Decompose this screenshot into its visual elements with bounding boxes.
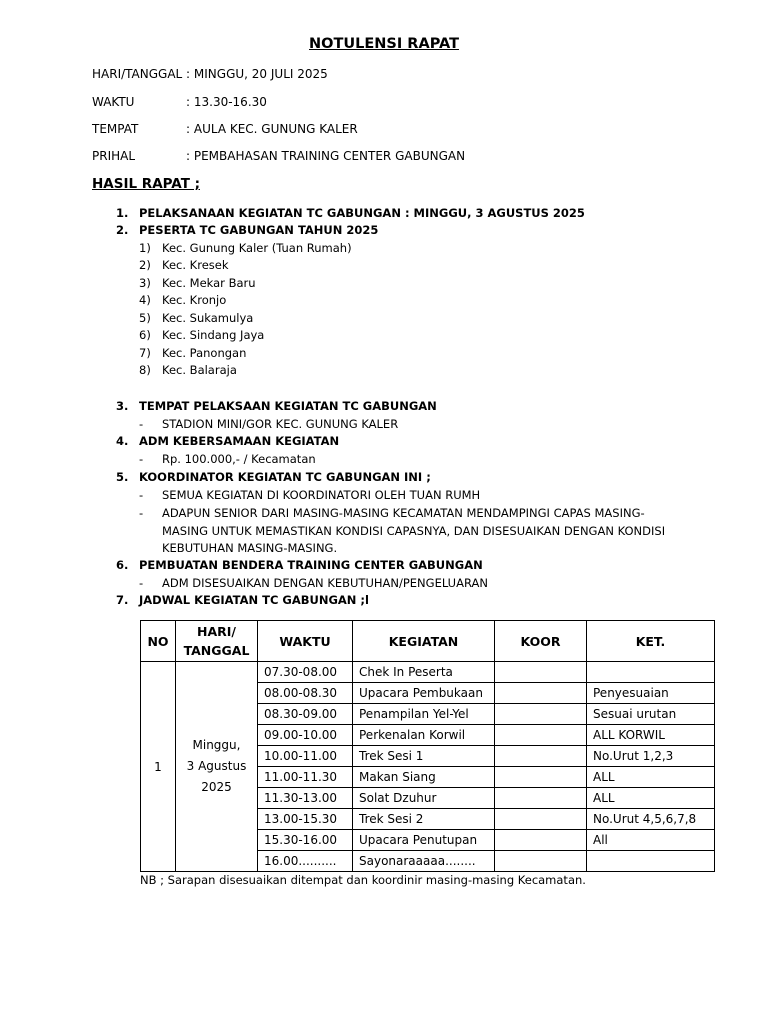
dash-item: STADION MINI/GOR KEC. GUNUNG KALER [162, 417, 399, 431]
cell-notes [587, 662, 715, 683]
header-coordinator: KOOR [495, 621, 587, 662]
cell-coordinator [495, 788, 587, 809]
meta-row-time [92, 95, 267, 109]
cell-activity: Upacara Penutupan [353, 830, 495, 851]
cell-activity: Perkenalan Korwil [353, 725, 495, 746]
table-row [141, 662, 715, 683]
cell-coordinator [495, 746, 587, 767]
sub-number: 8) [139, 363, 151, 377]
sub-number: 7) [139, 346, 151, 360]
cell-time: 11.30-13.00 [258, 788, 353, 809]
dash-item: SEMUA KEGIATAN DI KOORDINATORI OLEH TUAN RUMH [162, 488, 481, 502]
cell-coordinator [495, 809, 587, 830]
sub-number: 1) [139, 241, 151, 255]
cell-time: 11.00-11.30 [258, 767, 353, 788]
participant-item: Kec. Panongan [162, 346, 247, 360]
cell-coordinator [495, 830, 587, 851]
meta-row-date [92, 67, 328, 81]
item-heading: TEMPAT PELAKSAAN KEGIATAN TC GABUNGAN [139, 399, 437, 413]
cell-coordinator [495, 767, 587, 788]
participant-item: Kec. Balaraja [162, 363, 237, 377]
header-activity: KEGIATAN [353, 621, 495, 662]
document-title: NOTULENSI RAPAT [309, 36, 459, 52]
dash-bullet: - [139, 417, 144, 431]
cell-notes: Penyesuaian [587, 683, 715, 704]
dash-item: ADM DISESUAIKAN DENGAN KEBUTUHAN/PENGELUARAN [162, 576, 488, 590]
cell-activity: Solat Dzuhur [353, 788, 495, 809]
cell-activity: Chek In Peserta [353, 662, 495, 683]
header-time: WAKTU [258, 621, 353, 662]
cell-activity: Sayonaraaaaa........ [353, 851, 495, 872]
cell-time: 08.00-08.30 [258, 683, 353, 704]
item-heading: JADWAL KEGIATAN TC GABUNGAN ;l [139, 593, 369, 607]
participant-item: Kec. Sindang Jaya [162, 328, 265, 342]
cell-time: 15.30-16.00 [258, 830, 353, 851]
cell-notes: Sesuai urutan [587, 704, 715, 725]
cell-notes: ALL [587, 767, 715, 788]
cell-time: 08.30-09.00 [258, 704, 353, 725]
header-no: NO [141, 621, 176, 662]
cell-time: 09.00-10.00 [258, 725, 353, 746]
cell-activity: Trek Sesi 2 [353, 809, 495, 830]
meta-value: 13.30-16.30 [193, 95, 267, 109]
cell-activity: Makan Siang [353, 767, 495, 788]
meta-row-subject [92, 149, 465, 163]
cell-coordinator [495, 725, 587, 746]
meta-row-place [92, 122, 358, 136]
results-heading: HASIL RAPAT ; [92, 176, 200, 192]
participant-item: Kec. Kresek [162, 258, 229, 272]
participant-item: Kec. Sukamulya [162, 311, 254, 325]
table-header-row [141, 621, 715, 662]
cell-time: 16.00.......... [258, 851, 353, 872]
cell-coordinator [495, 851, 587, 872]
cell-activity: Trek Sesi 1 [353, 746, 495, 767]
cell-notes: No.Urut 1,2,3 [587, 746, 715, 767]
item-number: 1. [116, 206, 129, 220]
cell-time: 07.30-08.00 [258, 662, 353, 683]
header-notes: KET. [587, 621, 715, 662]
cell-notes [587, 851, 715, 872]
cell-activity: Penampilan Yel-Yel [353, 704, 495, 725]
dash-item: Rp. 100.000,- / Kecamatan [162, 452, 316, 466]
footnote: NB ; Sarapan disesuaikan ditempat dan koordinir masing-masing Kecamatan. [140, 873, 586, 887]
meta-sep: : [186, 95, 194, 109]
cell-coordinator [495, 662, 587, 683]
dash-item: ADAPUN SENIOR DARI MASING-MASING KECAMATAN MENDAMPINGI CAPAS MASING-MASING UNTUK MEMASTIKAN KONDISI CAPASNYA, DAN DISESUAIKAN DENGAN KONDISI KEBUTUHAN MASING-MASING. [162, 506, 666, 555]
cell-coordinator [495, 683, 587, 704]
dash-bullet: - [139, 488, 144, 502]
item-number: 7. [116, 593, 129, 607]
item-number: 5. [116, 470, 129, 484]
item-number: 6. [116, 558, 129, 572]
meta-sep: : [186, 149, 194, 163]
item-number: 4. [116, 434, 129, 448]
meta-value: MINGGU, 20 JULI 2025 [193, 67, 328, 81]
item-number: 3. [116, 399, 129, 413]
item-number: 2. [116, 223, 129, 237]
meta-sep: : [182, 67, 194, 81]
meta-value: AULA KEC. GUNUNG KALER [193, 122, 358, 136]
sub-number: 2) [139, 258, 151, 272]
dash-bullet: - [139, 452, 144, 466]
cell-notes: ALL KORWIL [587, 725, 715, 746]
cell-time: 13.00-15.30 [258, 809, 353, 830]
cell-no: 1 [141, 662, 176, 872]
item-heading: PESERTA TC GABUNGAN TAHUN 2025 [139, 223, 379, 237]
cell-activity: Upacara Pembukaan [353, 683, 495, 704]
cell-notes: No.Urut 4,5,6,7,8 [587, 809, 715, 830]
meta-key: TEMPAT [92, 122, 139, 136]
sub-number: 3) [139, 276, 151, 290]
header-date: HARI/ TANGGAL [176, 621, 258, 662]
cell-time: 10.00-11.00 [258, 746, 353, 767]
dash-bullet: - [139, 506, 144, 520]
cell-date: Minggu, 3 Agustus 2025 [176, 662, 258, 872]
cell-notes: All [587, 830, 715, 851]
participant-item: Kec. Kronjo [162, 293, 227, 307]
meta-key: HARI/TANGGAL [92, 67, 183, 81]
sub-number: 5) [139, 311, 151, 325]
participant-item: Kec. Mekar Baru [162, 276, 256, 290]
item-heading: PEMBUATAN BENDERA TRAINING CENTER GABUNGAN [139, 558, 483, 572]
cell-coordinator [495, 704, 587, 725]
dash-bullet: - [139, 576, 144, 590]
meta-value: PEMBAHASAN TRAINING CENTER GABUNGAN [193, 149, 466, 163]
meta-key: PRIHAL [92, 149, 136, 163]
schedule-table [140, 620, 715, 872]
item-heading: KOORDINATOR KEGIATAN TC GABUNGAN INI ; [139, 470, 431, 484]
item-heading: PELAKSANAAN KEGIATAN TC GABUNGAN : MINGGU, 3 AGUSTUS 2025 [139, 206, 585, 220]
sub-number: 6) [139, 328, 151, 342]
sub-number: 4) [139, 293, 151, 307]
meta-sep: : [186, 122, 194, 136]
meta-key: WAKTU [92, 95, 135, 109]
item-heading: ADM KEBERSAMAAN KEGIATAN [139, 434, 340, 448]
cell-notes: ALL [587, 788, 715, 809]
participant-item: Kec. Gunung Kaler (Tuan Rumah) [162, 241, 352, 255]
